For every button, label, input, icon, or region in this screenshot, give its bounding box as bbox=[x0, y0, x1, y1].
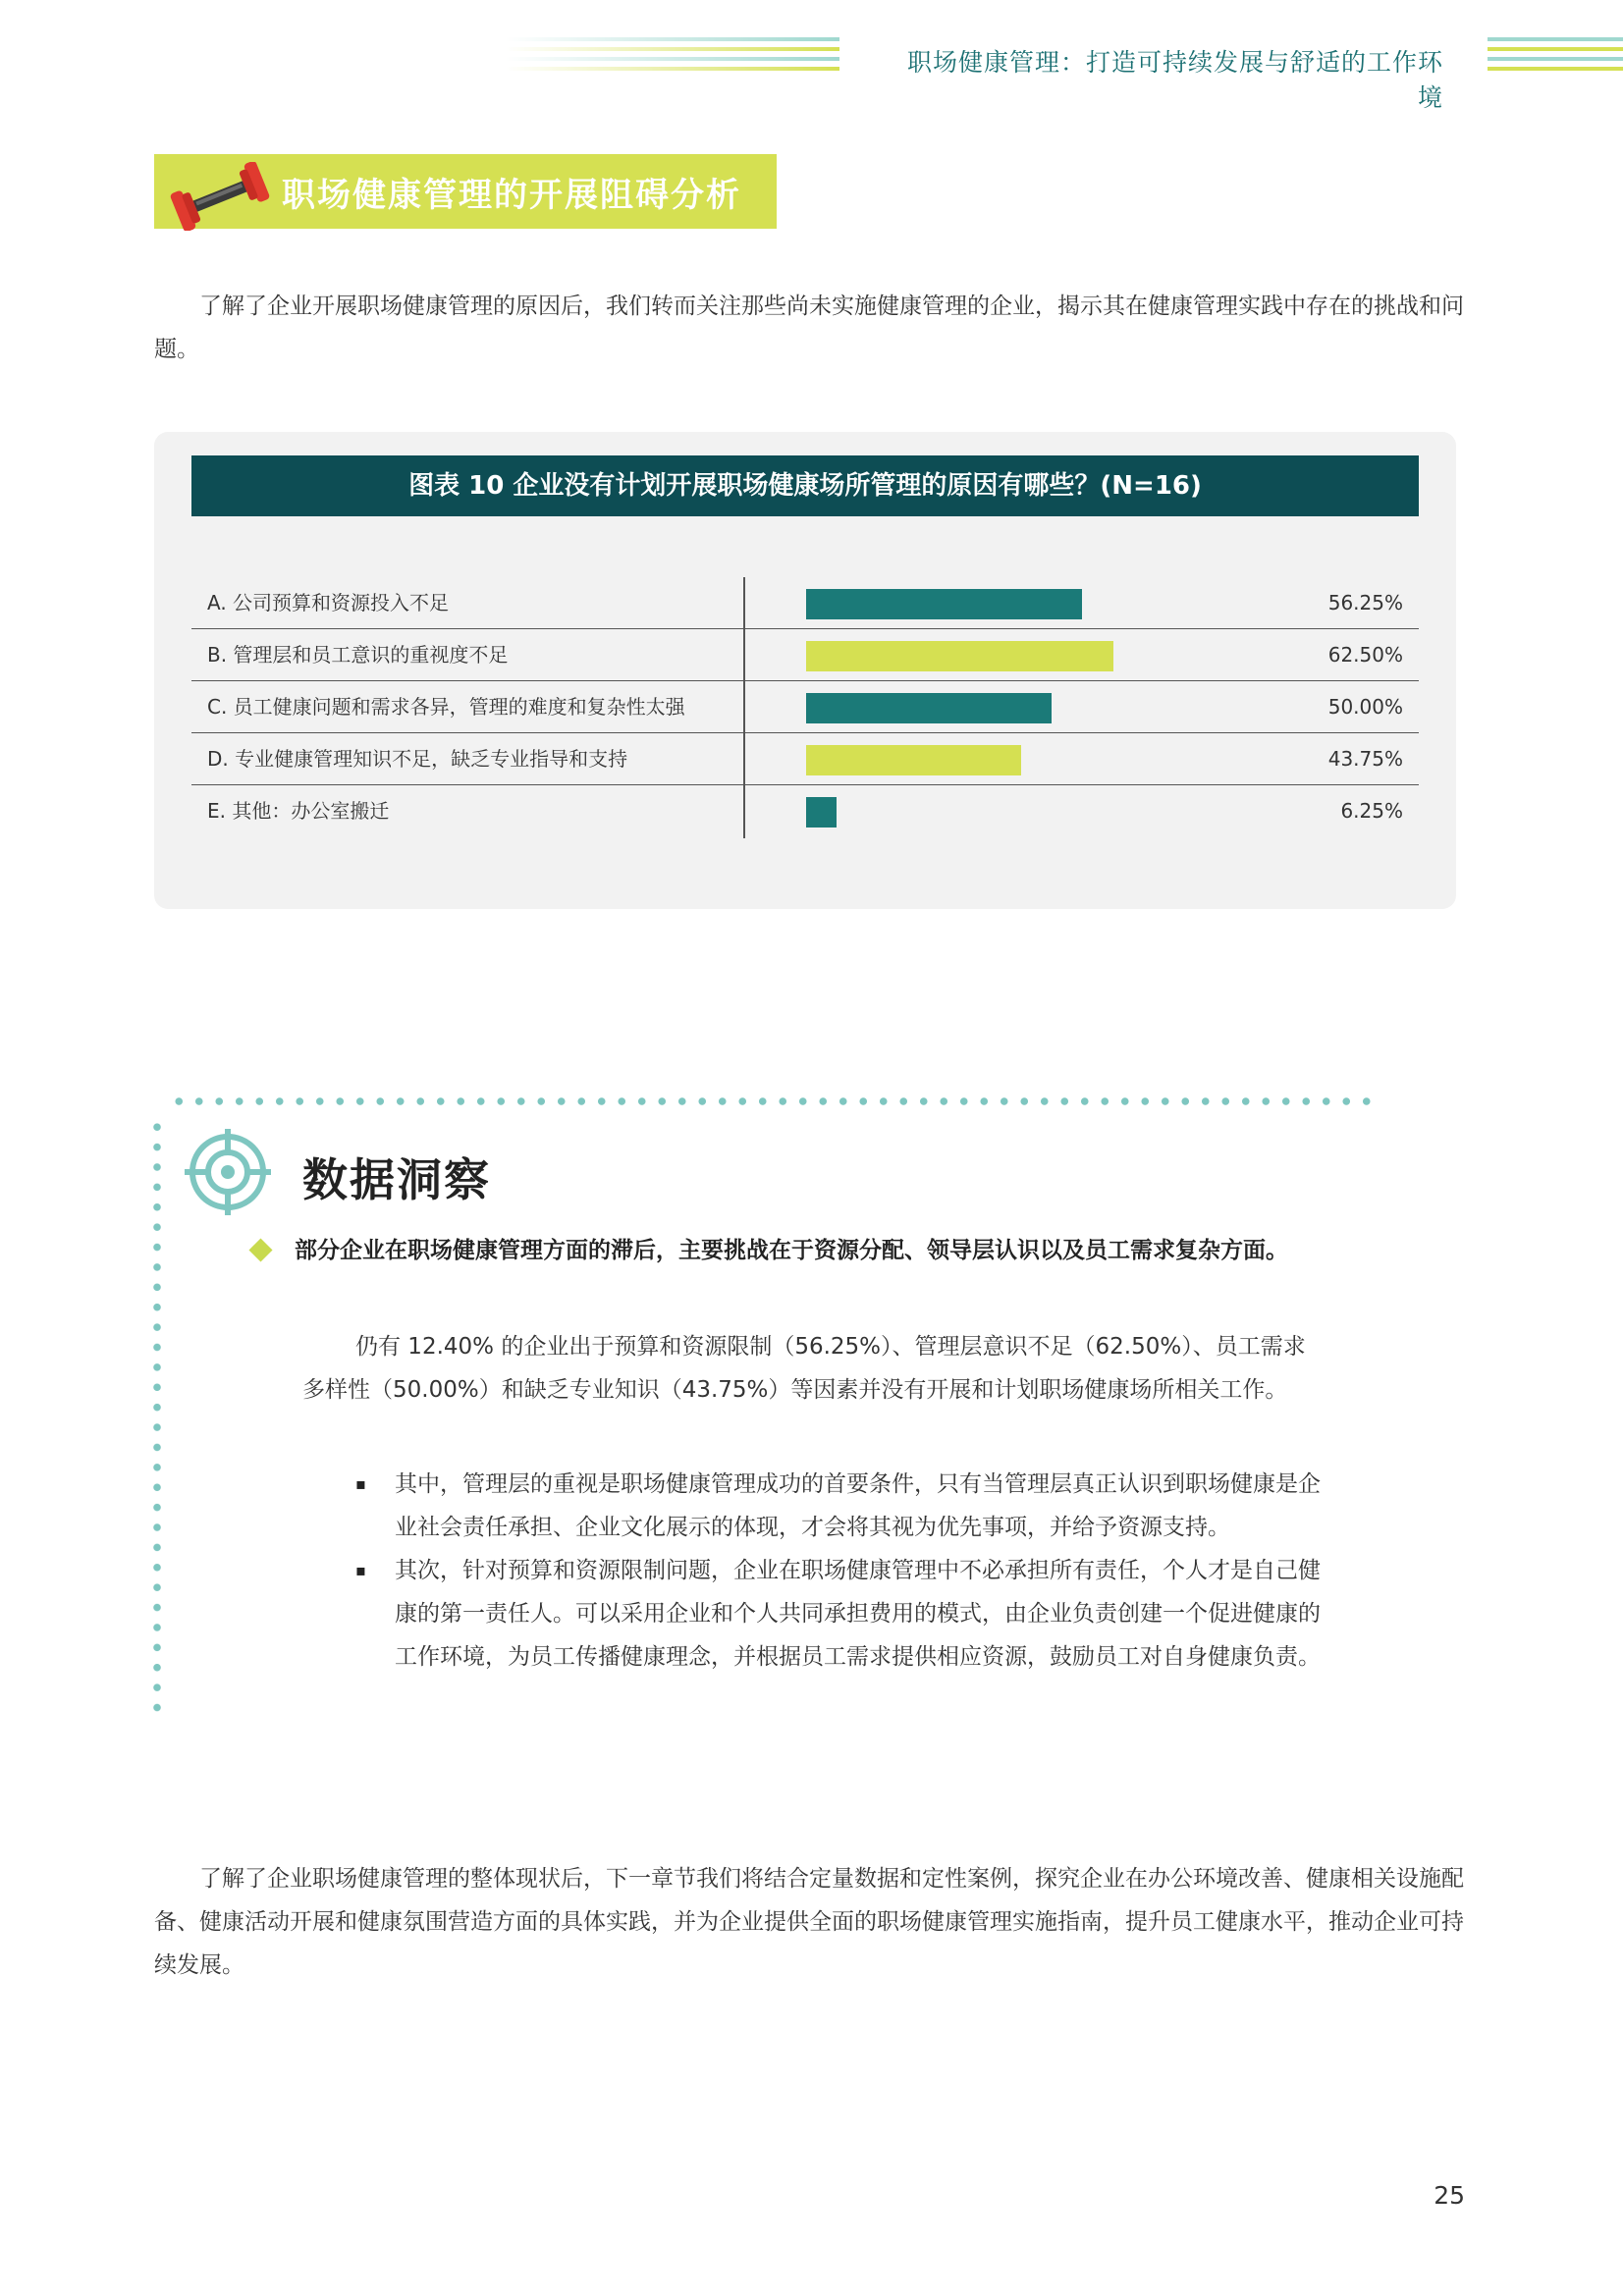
bar-value-label: 50.00% bbox=[1327, 695, 1403, 719]
chart-row bbox=[191, 785, 1419, 837]
bar bbox=[806, 589, 1082, 619]
insight-dotted-border-top bbox=[169, 1096, 1382, 1106]
diamond-bullet-icon bbox=[248, 1238, 272, 1261]
insight-body: 仍有 12.40% 的企业出于预算和资源限制（56.25%）、管理层意识不足（62.50%）、员工需求多样性（50.00%）和缺乏专业知识（43.75%）等因素并没有开展和计划职场健康场所相关工作。 bbox=[302, 1334, 1306, 1403]
chart-panel bbox=[154, 432, 1456, 909]
bar-value-label: 6.25% bbox=[1340, 799, 1403, 823]
bar bbox=[806, 693, 1052, 723]
intro-paragraph: 了解了企业开展职场健康管理的原因后，我们转而关注那些尚未实施健康管理的企业，揭示其在健康管理实践中存在的挑战和问题。 bbox=[154, 294, 1464, 362]
bar-label: B. 管理层和员工意识的重视度不足 bbox=[207, 643, 509, 667]
insight-bullet: 其次，针对预算和资源限制问题，企业在职场健康管理中不必承担所有责任，个人才是自己健康的第一责任人。可以采用企业和个人共同承担费用的模式，由企业负责创建一个促进健康的工作环境，为员工传播健康理念，并根据员工需求提供相应资源，鼓励员工对自身健康负责。 bbox=[395, 1558, 1321, 1670]
chart-title: 图表 10 企业没有计划开展职场健康场所管理的原因有哪些？(N=16) bbox=[191, 455, 1419, 516]
bar-value-label: 62.50% bbox=[1327, 643, 1403, 667]
section-title: 职场健康管理的开展阻碍分析 bbox=[282, 176, 741, 215]
header-decoration-stripes bbox=[506, 37, 839, 84]
closing-paragraph: 了解了企业职场健康管理的整体现状后，下一章节我们将结合定量数据和定性案例，探究企业在办公环境改善、健康相关设施配备、健康活动开展和健康氛围营造方面的具体实践，并为企业提供全面的职场健康管理实施指南，提升员工健康水平，推动企业可持续发展。 bbox=[154, 1866, 1464, 1978]
target-icon bbox=[185, 1129, 271, 1215]
chart-row bbox=[191, 577, 1419, 629]
bar-label: C. 员工健康问题和需求各异，管理的难度和复杂性太强 bbox=[207, 695, 685, 719]
insight-bullet: 其中，管理层的重视是职场健康管理成功的首要条件，只有当管理层真正认识到职场健康是企业社会责任承担、企业文化展示的体现，才会将其视为优先事项，并给予资源支持。 bbox=[395, 1471, 1321, 1540]
square-bullet-icon: ▪ bbox=[355, 1474, 366, 1493]
bar bbox=[806, 641, 1113, 671]
header-decoration-stripes-right bbox=[1488, 37, 1623, 84]
section-heading-banner bbox=[154, 154, 777, 229]
square-bullet-icon: ▪ bbox=[355, 1561, 366, 1579]
dumbbell-icon bbox=[166, 162, 274, 231]
bar-label: A. 公司预算和资源投入不足 bbox=[207, 591, 450, 614]
running-header-title: 职场健康管理：打造可持续发展与舒适的工作环境 bbox=[906, 48, 1443, 112]
insight-dotted-border-left bbox=[152, 1117, 162, 1718]
chart-row bbox=[191, 681, 1419, 733]
bar-label: D. 专业健康管理知识不足，缺乏专业指导和支持 bbox=[207, 747, 628, 771]
bar-value-label: 43.75% bbox=[1327, 747, 1403, 771]
bar-value-label: 56.25% bbox=[1327, 591, 1403, 614]
bar-label: E. 其他：办公室搬迁 bbox=[207, 799, 390, 823]
bar bbox=[806, 797, 837, 828]
chart-row bbox=[191, 733, 1419, 785]
insight-lead: 部分企业在职场健康管理方面的滞后，主要挑战在于资源分配、领导层认识以及员工需求复杂方面。 bbox=[295, 1238, 1288, 1263]
bar bbox=[806, 745, 1021, 775]
page-number: 25 bbox=[1434, 2181, 1465, 2210]
insight-title: 数据洞察 bbox=[302, 1153, 491, 1206]
chart-row bbox=[191, 629, 1419, 681]
chart-rows bbox=[191, 577, 1419, 837]
